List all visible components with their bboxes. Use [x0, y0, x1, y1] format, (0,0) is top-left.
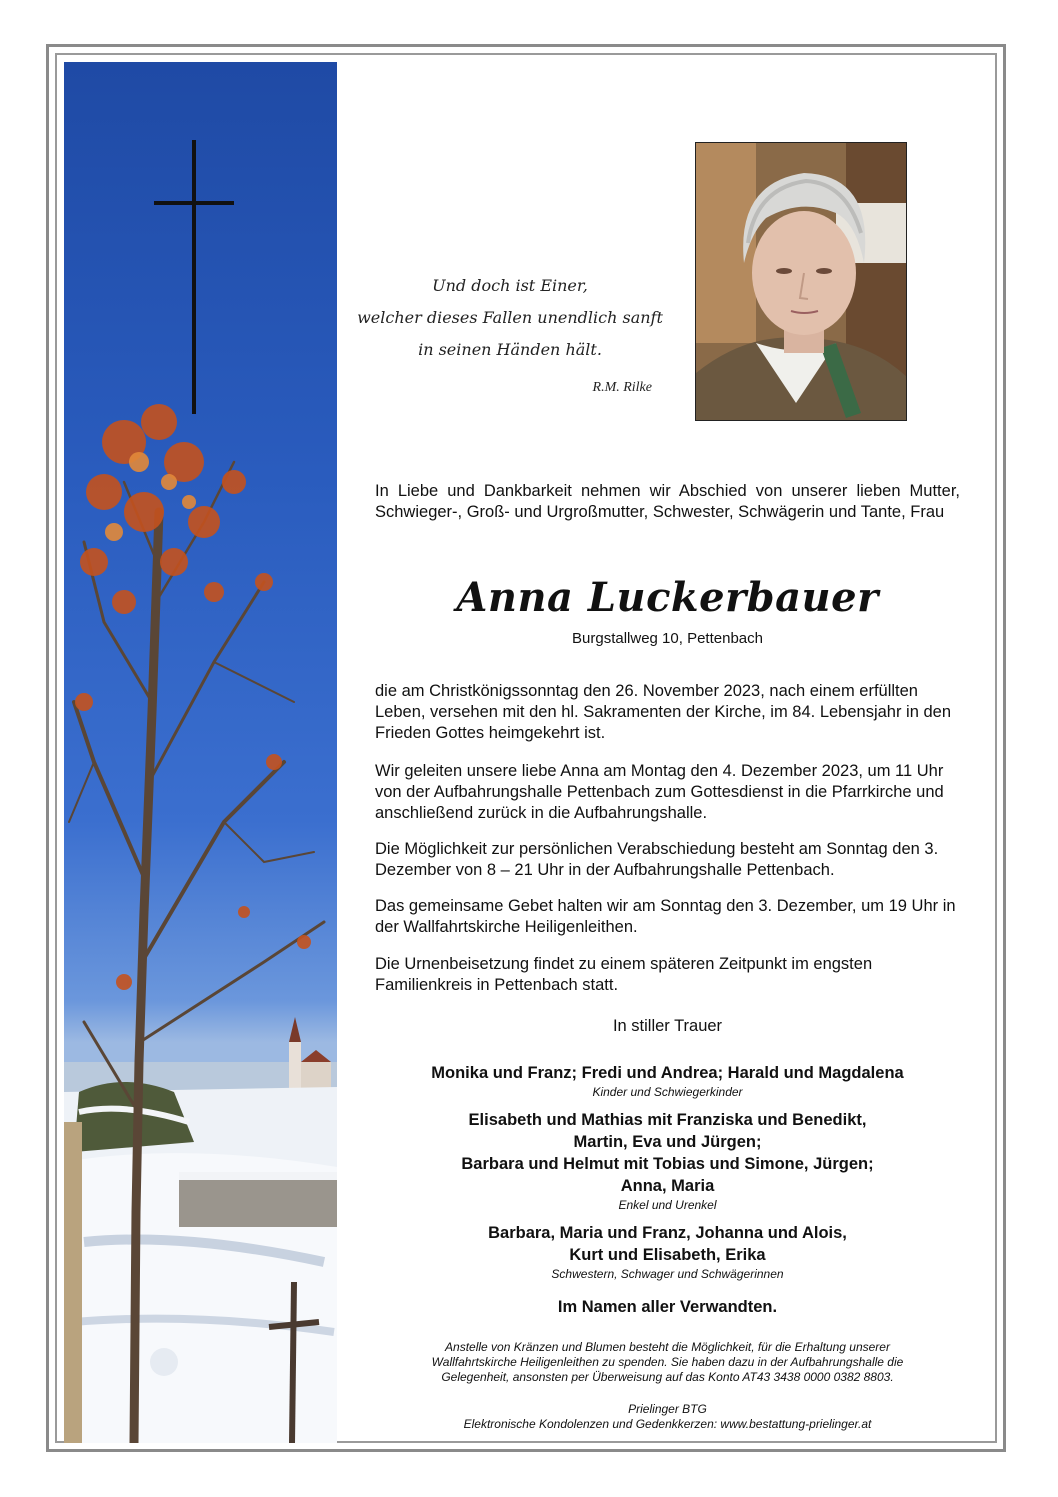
- mourner-names: Anna, Maria: [620, 1177, 715, 1195]
- deceased-name: Anna Luckerbauer: [456, 574, 879, 621]
- donation-note: [375, 1340, 960, 1385]
- left-photo-panel: [64, 62, 337, 1443]
- paragraph-death: die am Christkönigssonntag den 26. November 2023, nach einem erfüllten Leben, versehen mit den hl. Sakramenten der Kirche, im 84. Lebensjahr in den Frieden Gottes heimgekehrt ist.: [375, 682, 952, 742]
- quote-line: in seinen Händen hält.: [418, 340, 602, 359]
- footer: [375, 1402, 960, 1432]
- paragraph-funeral: Wir geleiten unsere liebe Anna am Montag den 4. Dezember 2023, um 11 Uhr von der Aufbahrungshalle Pettenbach zum Gottesdienst in die Pfarrkirche und anschließend zurück in die Aufbahrungshalle.: [375, 762, 944, 822]
- mourner-names: Elisabeth und Mathias mit Franziska und Benedikt,: [468, 1111, 867, 1129]
- church-icon: [289, 1017, 331, 1097]
- closing-line: In stiller Trauer: [612, 1017, 723, 1035]
- deceased-address: Burgstallweg 10, Pettenbach: [572, 630, 763, 647]
- cross-icon: [64, 62, 337, 482]
- paragraph-burial: Die Urnenbeisetzung findet zu einem späteren Zeitpunkt im engsten Familienkreis in Pettenbach statt.: [375, 955, 873, 994]
- quote: [355, 270, 665, 366]
- quote-author: R.M. Rilke: [592, 380, 652, 395]
- mourner-group: [375, 1062, 960, 1100]
- mourner-role: Enkel und Urenkel: [618, 1198, 717, 1212]
- mourner-names: Barbara und Helmut mit Tobias und Simone, Jürgen;: [461, 1155, 874, 1173]
- mourner-group: [375, 1222, 960, 1282]
- footer-online: Elektronische Kondolenzen und Gedenkkerzen: www.bestattung-prielinger.at: [463, 1417, 872, 1431]
- mourner-names: Monika und Franz; Fredi und Andrea; Harald und Magdalena: [431, 1064, 904, 1082]
- portrait-photo: [695, 142, 907, 421]
- note-line: Anstelle von Kränzen und Blumen besteht die Möglichkeit, für die Erhaltung unserer: [445, 1340, 890, 1354]
- footer-company: Prielinger BTG: [628, 1402, 707, 1416]
- intro-text: In Liebe und Dankbarkeit nehmen wir Abschied von unserer lieben Mutter, Schwieger-, Groß- und Urgroßmutter, Schwester, Schwägerin und Tante, Frau: [375, 482, 960, 521]
- mourner-names: Martin, Eva und Jürgen;: [573, 1133, 762, 1151]
- note-line: Wallfahrtskirche Heiligenleithen zu spenden. Sie haben dazu in der Aufbahrungshalle die: [431, 1355, 904, 1369]
- paragraph-prayer: Das gemeinsame Gebet halten wir am Sonntag den 3. Dezember, um 19 Uhr in der Wallfahrtskirche Heiligenleithen.: [375, 897, 956, 936]
- mourner-role: Kinder und Schwiegerkinder: [592, 1085, 743, 1099]
- paragraph-farewell: Die Möglichkeit zur persönlichen Verabschiedung besteht am Sonntag den 3. Dezember von 8 – 21 Uhr in der Aufbahrungshalle Pettenbach.: [375, 840, 939, 879]
- mourner-role: Schwestern, Schwager und Schwägerinnen: [551, 1267, 784, 1281]
- note-line: Gelegenheit, ansonsten per Überweisung auf das Konto AT43 3438 0000 0382 8803.: [441, 1370, 894, 1384]
- mourner-group: [375, 1109, 960, 1213]
- mourners-list: [375, 1062, 960, 1291]
- mourner-names: Barbara, Maria und Franz, Johanna und Alois,: [488, 1224, 847, 1242]
- quote-line: Und doch ist Einer,: [432, 276, 588, 295]
- mourner-names: Kurt und Elisabeth, Erika: [569, 1246, 766, 1264]
- portrait-image: [696, 143, 907, 421]
- quote-line: welcher dieses Fallen unendlich sanft: [357, 308, 663, 327]
- final-line: Im Namen aller Verwandten.: [557, 1298, 778, 1316]
